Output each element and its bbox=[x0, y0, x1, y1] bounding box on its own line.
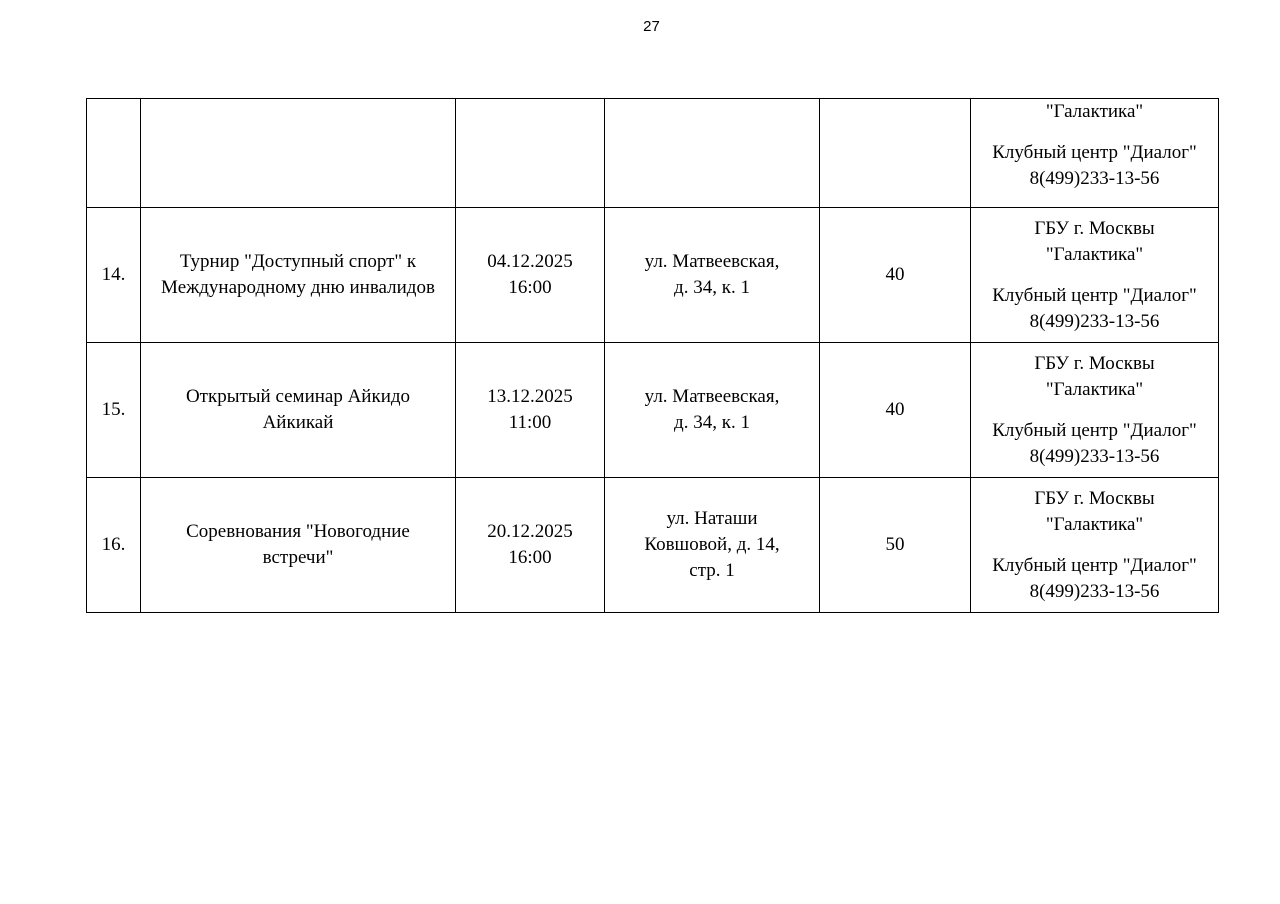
event-date: 13.12.2025 bbox=[487, 386, 573, 407]
address-line2: д. 34, к. 1 bbox=[674, 277, 750, 298]
event-time: 11:00 bbox=[508, 412, 552, 433]
event-title-cell bbox=[141, 478, 456, 613]
page-number: 27 bbox=[643, 18, 660, 35]
table-row bbox=[87, 343, 1219, 478]
datetime-cell bbox=[456, 343, 605, 478]
organizer-name-line2: "Галактика" bbox=[1045, 101, 1144, 122]
event-title-line2: встречи" bbox=[262, 547, 334, 568]
event-title-line1: Открытый семинар Айкидо bbox=[185, 386, 411, 407]
organizer-name-line2: "Галактика" bbox=[1045, 243, 1144, 265]
organizer-cell bbox=[971, 99, 1219, 208]
address-line2: Ковшовой, д. 14, bbox=[644, 534, 780, 555]
event-date: 04.12.2025 bbox=[487, 251, 573, 272]
participants-cell: 50 bbox=[820, 478, 971, 613]
number-cell: 14. bbox=[87, 208, 141, 343]
address-line2: д. 34, к. 1 bbox=[674, 412, 750, 433]
event-title-cell bbox=[141, 208, 456, 343]
organizer-cell bbox=[971, 478, 1219, 613]
number-cell: 15. bbox=[87, 343, 141, 478]
organizer-name-line1: ГБУ г. Москвы bbox=[1034, 487, 1155, 509]
number-cell bbox=[87, 99, 141, 208]
address-cell bbox=[605, 343, 820, 478]
address-line3: стр. 1 bbox=[689, 560, 735, 581]
table-row-continuation bbox=[87, 99, 1219, 208]
organizer-name-line1: ГБУ г. Москвы bbox=[1034, 217, 1155, 239]
organizer-name-line2: "Галактика" bbox=[1045, 513, 1144, 535]
event-date: 20.12.2025 bbox=[487, 521, 573, 542]
organizer-name-line1: ГБУ г. Москвы bbox=[1034, 352, 1155, 374]
phone-number: 8(499)233-13-56 bbox=[1029, 168, 1160, 189]
event-title-cell bbox=[141, 343, 456, 478]
table-row bbox=[87, 208, 1219, 343]
participants-cell: 40 bbox=[820, 343, 971, 478]
organizer-cell bbox=[971, 208, 1219, 343]
datetime-cell bbox=[456, 478, 605, 613]
event-time: 16:00 bbox=[508, 277, 552, 298]
phone-number: 8(499)233-13-56 bbox=[1029, 580, 1160, 602]
address-cell bbox=[605, 208, 820, 343]
datetime-cell bbox=[456, 99, 605, 208]
event-title-line2: Международному дню инвалидов bbox=[161, 277, 435, 298]
participants-cell bbox=[820, 99, 971, 208]
event-time: 16:00 bbox=[508, 547, 552, 568]
number-cell: 16. bbox=[87, 478, 141, 613]
club-name: Клубный центр "Диалог" bbox=[992, 554, 1197, 576]
club-name: Клубный центр "Диалог" bbox=[992, 419, 1197, 441]
event-title-cell bbox=[141, 99, 456, 208]
address-line1: ул. Матвеевская, bbox=[644, 386, 780, 407]
club-name: Клубный центр "Диалог" bbox=[992, 284, 1197, 306]
address-line1: ул. Матвеевская, bbox=[644, 251, 780, 272]
table-row bbox=[87, 478, 1219, 613]
events-table bbox=[86, 98, 1219, 613]
phone-number: 8(499)233-13-56 bbox=[1029, 445, 1160, 467]
phone-number: 8(499)233-13-56 bbox=[1029, 310, 1160, 332]
address-line1: ул. Наташи bbox=[666, 508, 758, 529]
event-title-line1: Турнир "Доступный спорт" к bbox=[179, 251, 417, 272]
event-title-line1: Соревнования "Новогодние bbox=[186, 521, 410, 542]
datetime-cell bbox=[456, 208, 605, 343]
address-cell bbox=[605, 478, 820, 613]
club-name: Клубный центр "Диалог" bbox=[992, 142, 1197, 163]
address-cell bbox=[605, 99, 820, 208]
participants-cell: 40 bbox=[820, 208, 971, 343]
event-title-line2: Айкикай bbox=[262, 412, 334, 433]
organizer-name-line2: "Галактика" bbox=[1045, 378, 1144, 400]
organizer-cell bbox=[971, 343, 1219, 478]
